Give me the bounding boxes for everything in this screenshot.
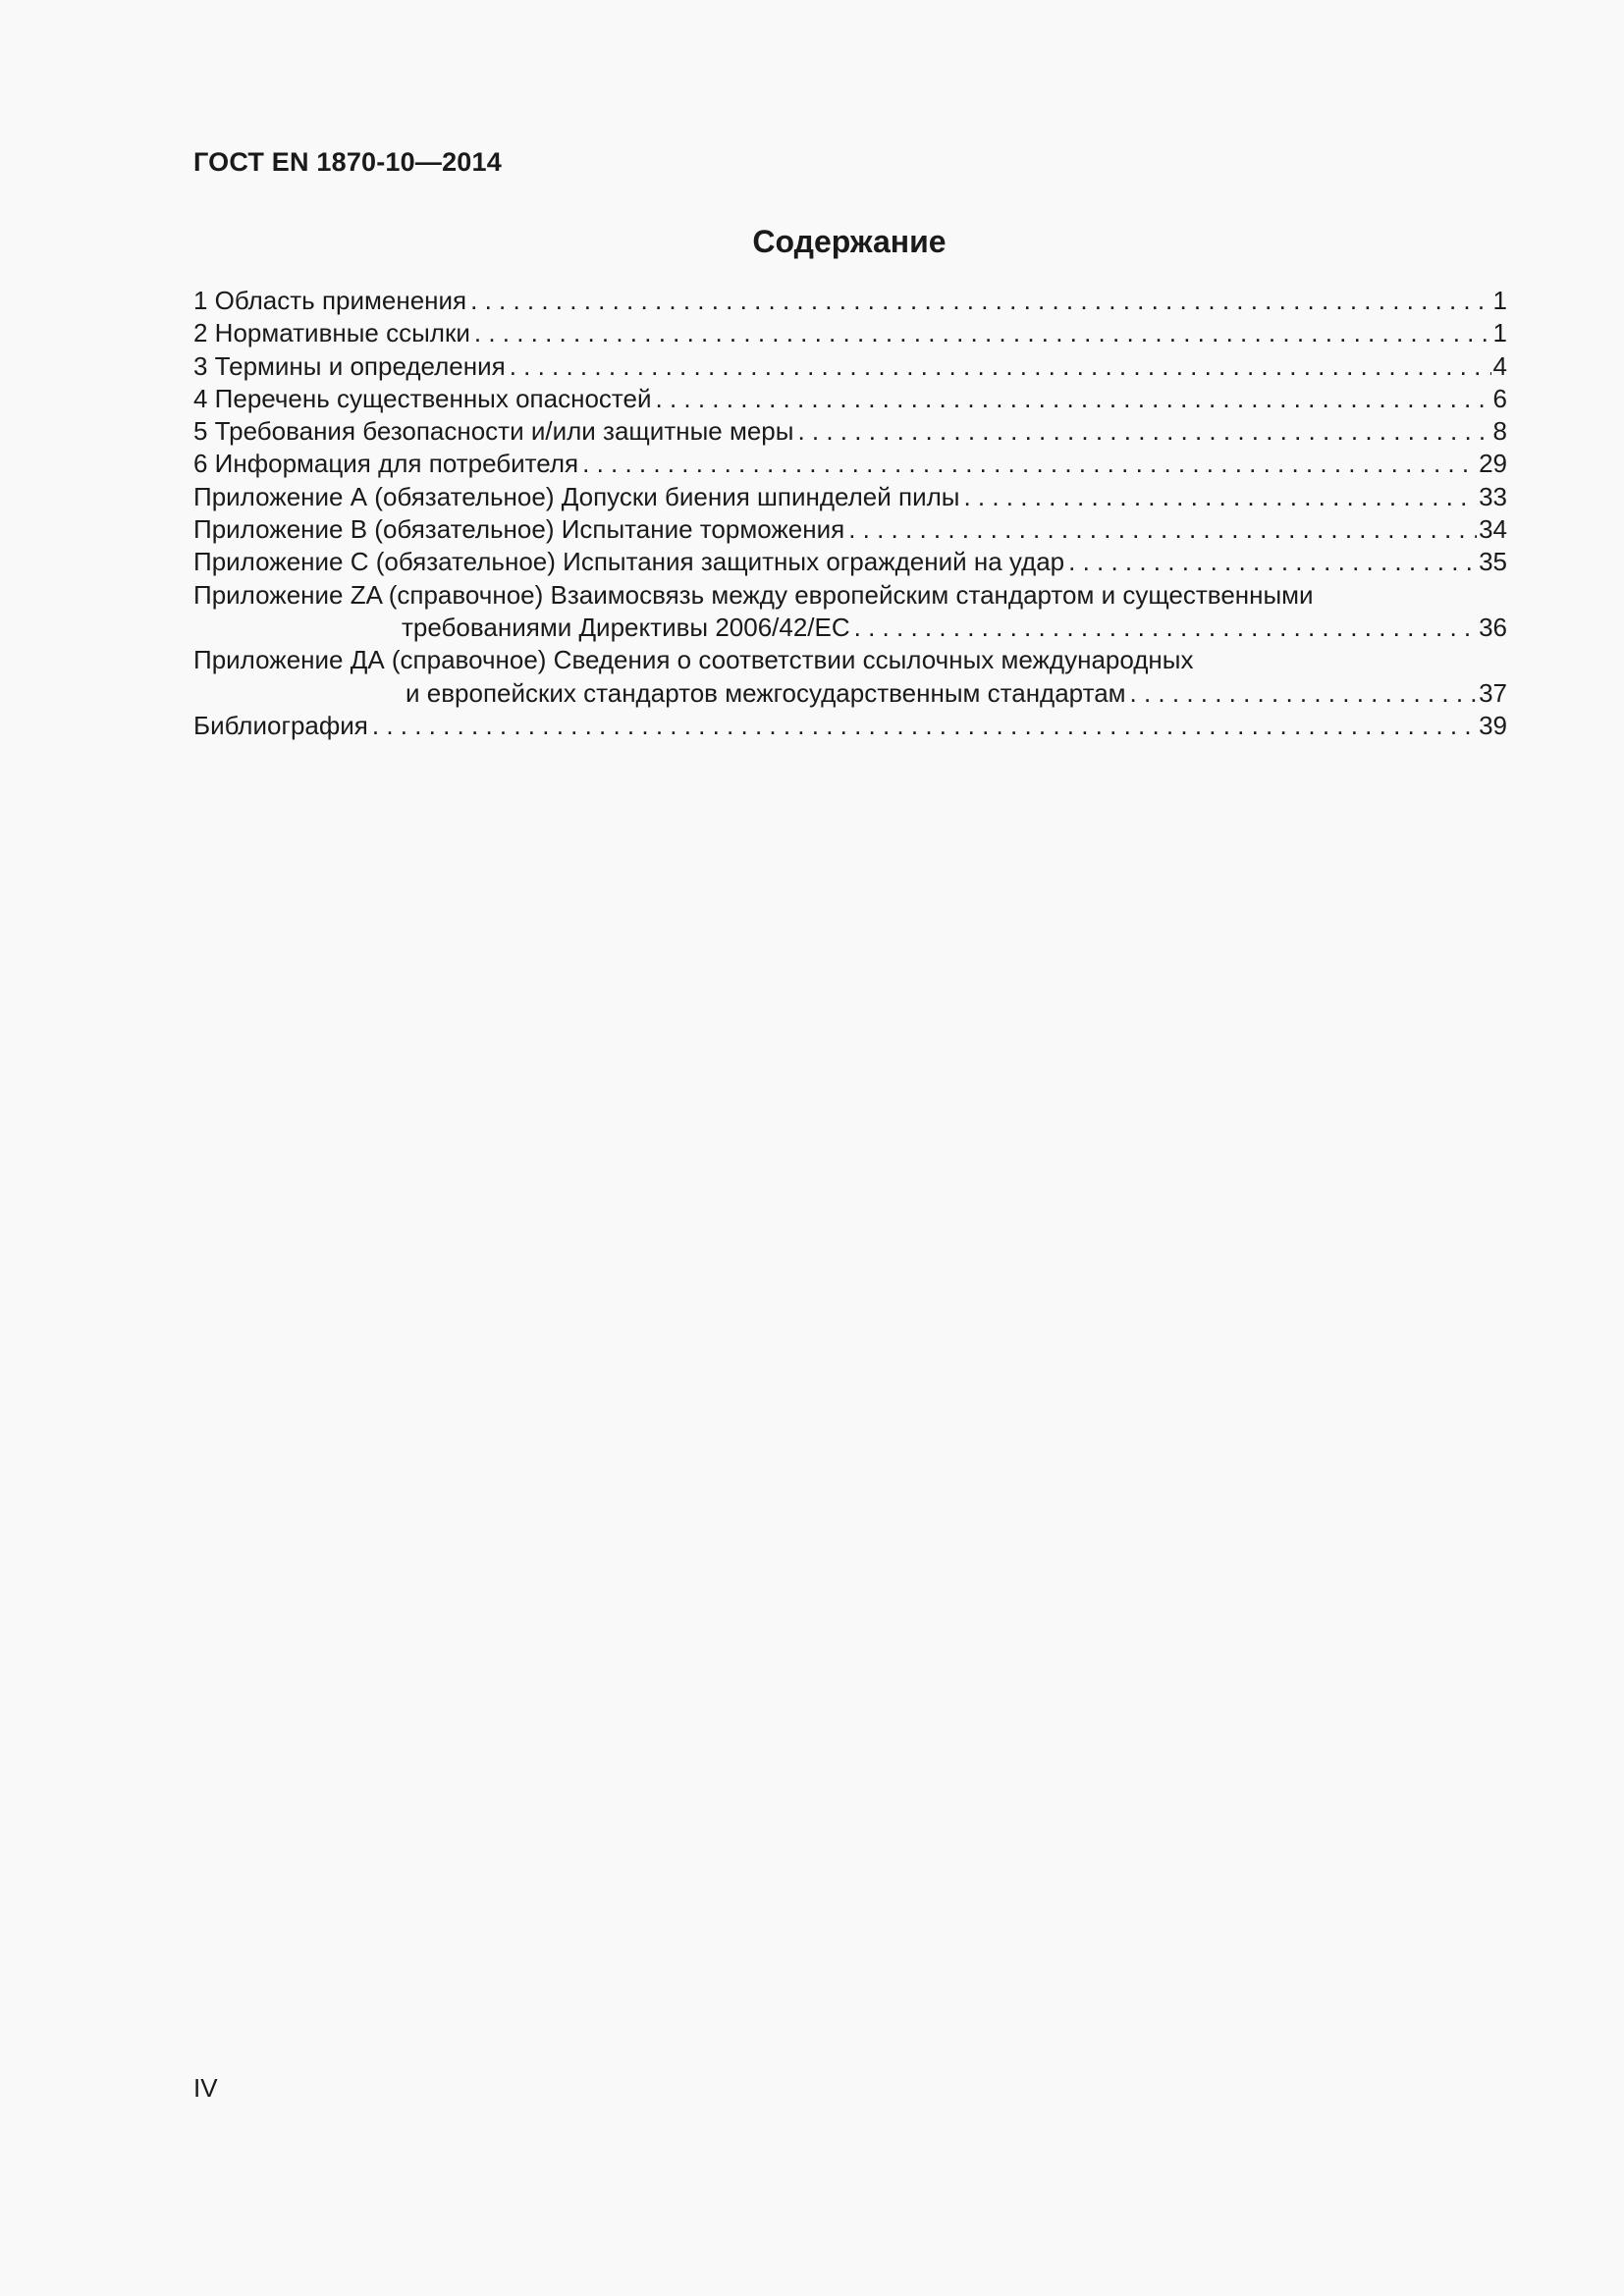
toc-leader-dots — [470, 285, 1490, 317]
toc-entry[interactable] — [193, 317, 1507, 349]
toc-entry-continuation-text: требованиями Директивы 2006/42/ЕС — [402, 612, 850, 642]
toc-leader-dots — [854, 612, 1477, 644]
toc-entry-page: 35 — [1479, 547, 1507, 577]
toc-entry-text: Приложение А (обязательное) Допуски биения шпинделей пилы — [193, 481, 960, 511]
toc-entry-page: 4 — [1492, 350, 1507, 381]
toc-entry-page: 6 — [1492, 383, 1507, 413]
toc-entry[interactable] — [193, 415, 1507, 448]
toc-entry-text: 1 Область применения — [193, 286, 467, 315]
toc-leader-dots — [848, 513, 1477, 546]
toc-entry[interactable] — [193, 448, 1507, 480]
toc-entry-continuation[interactable] — [193, 612, 1507, 644]
toc-entry[interactable] — [193, 579, 1507, 612]
toc-leader-dots — [1068, 546, 1477, 578]
toc-entry-text: 6 Информация для потребителя — [193, 449, 579, 479]
toc-leader-dots — [963, 481, 1477, 513]
toc-entry[interactable] — [193, 644, 1507, 676]
toc-entry-text: Приложение ДА (справочное) Сведения о соответствии ссылочных международных — [193, 645, 1194, 675]
toc-entry-page: 1 — [1492, 318, 1507, 348]
toc-entry-text: Приложение ZA (справочное) Взаимосвязь между европейским стандартом и существенными — [193, 579, 1314, 610]
toc-entry-page: 33 — [1479, 481, 1507, 511]
toc-entry-text: 4 Перечень существенных опасностей — [193, 383, 652, 413]
toc-entry[interactable] — [193, 546, 1507, 578]
toc-entry-text: Приложение В (обязательное) Испытание торможения — [193, 514, 845, 545]
toc-entry-page: 34 — [1479, 514, 1507, 545]
toc-entry[interactable] — [193, 285, 1507, 317]
table-of-contents — [193, 285, 1507, 742]
toc-leader-dots — [474, 317, 1491, 349]
toc-entry-text: Библиография — [193, 710, 368, 740]
toc-leader-dots — [656, 383, 1491, 415]
toc-entry[interactable] — [193, 383, 1507, 415]
toc-entry-text: 2 Нормативные ссылки — [193, 318, 470, 348]
toc-title: Содержание — [752, 224, 947, 259]
toc-entry[interactable] — [193, 513, 1507, 546]
document-header: ГОСТ EN 1870-10—2014 — [193, 147, 502, 177]
toc-entry[interactable] — [193, 481, 1507, 513]
toc-entry-page: 37 — [1479, 677, 1507, 708]
toc-entry-text: 3 Термины и определения — [193, 350, 506, 381]
toc-leader-dots — [510, 350, 1491, 383]
toc-entry[interactable] — [193, 350, 1507, 383]
toc-entry-continuation[interactable] — [193, 677, 1507, 710]
toc-entry-page: 8 — [1492, 416, 1507, 447]
toc-entry-continuation-text: и европейских стандартов межгосударственным стандартам — [406, 677, 1126, 708]
toc-entry-page: 1 — [1492, 286, 1507, 315]
toc-entry-page: 29 — [1479, 449, 1507, 479]
toc-leader-dots — [582, 448, 1477, 480]
toc-leader-dots — [1130, 677, 1478, 710]
toc-entry-text: 5 Требования безопасности и/или защитные меры — [193, 416, 794, 447]
toc-entry-page: 39 — [1479, 710, 1507, 740]
toc-leader-dots — [797, 415, 1490, 448]
toc-entry[interactable] — [193, 710, 1507, 742]
page-number: IV — [193, 2073, 218, 2103]
toc-entry-page: 36 — [1479, 612, 1507, 642]
toc-leader-dots — [372, 710, 1477, 742]
toc-entry-text: Приложение С (обязательное) Испытания защитных ограждений на удар — [193, 547, 1065, 577]
